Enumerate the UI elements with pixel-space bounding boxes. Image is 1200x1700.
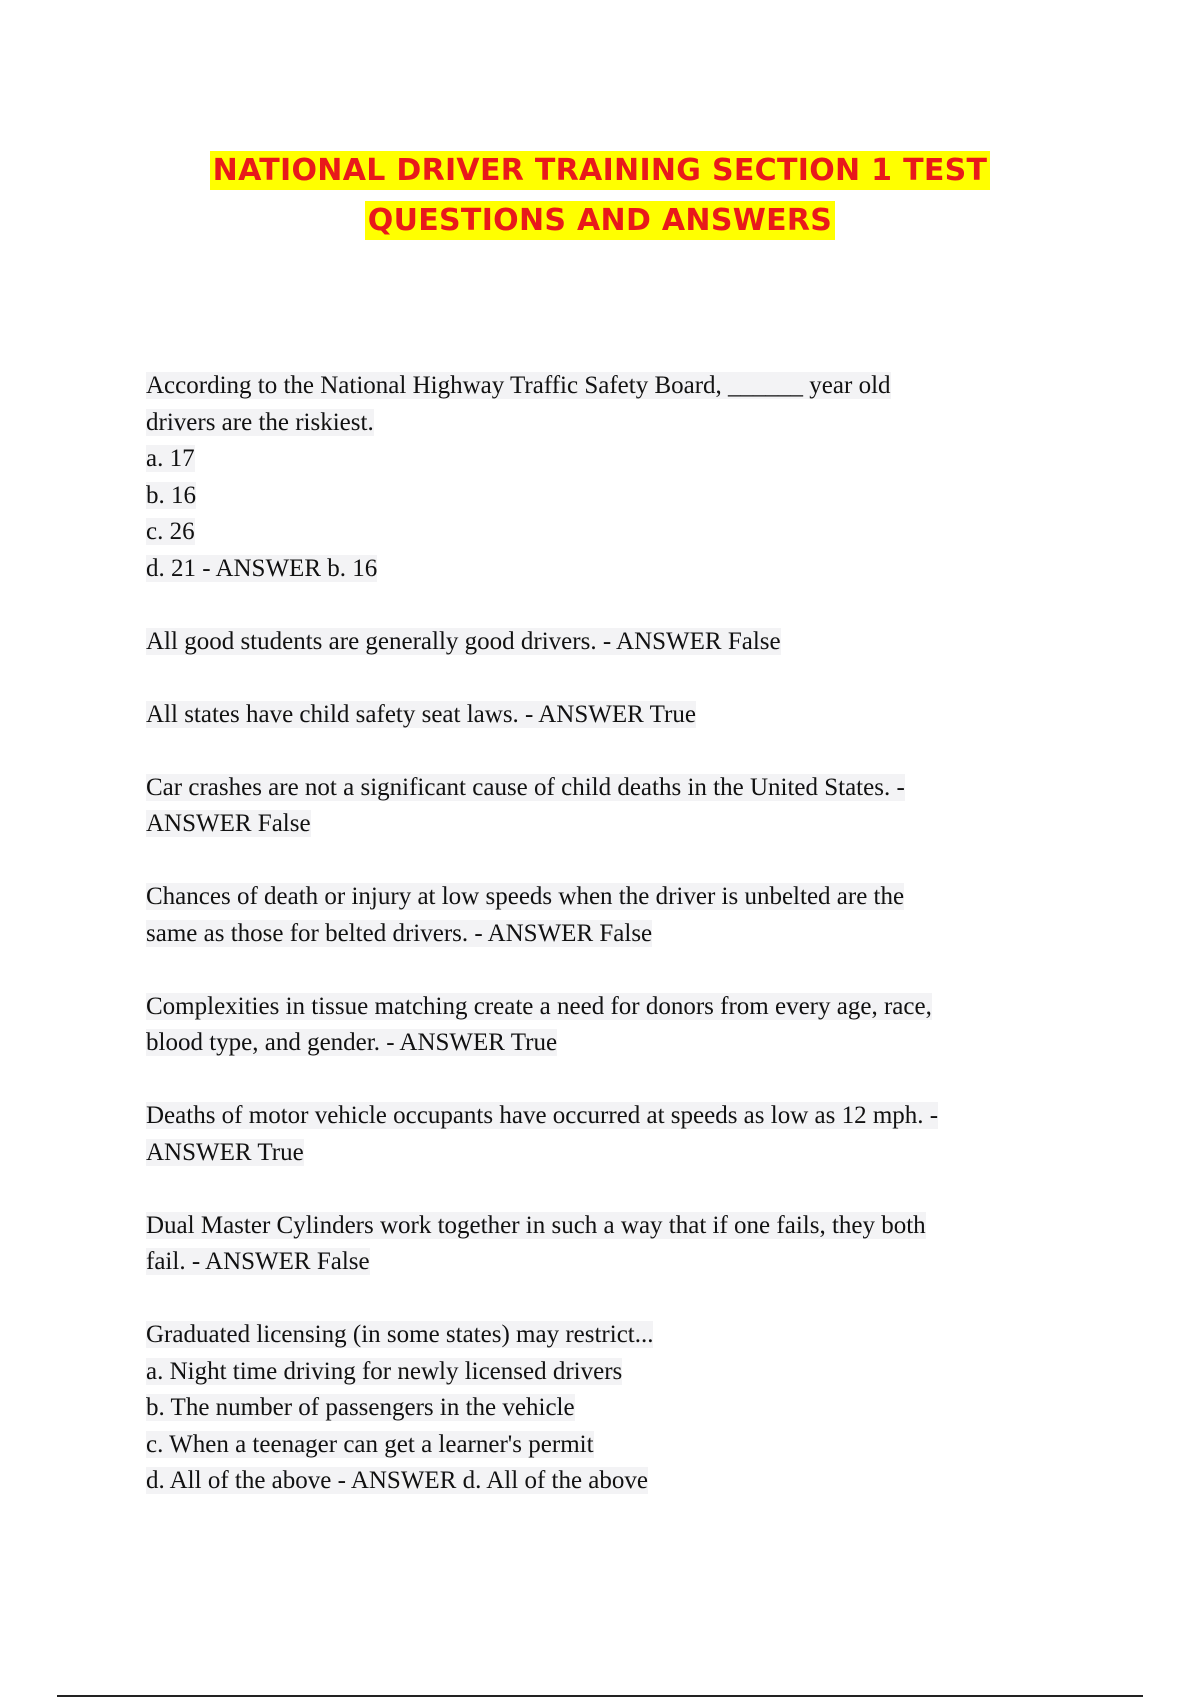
qa-option: c. When a teenager can get a learner's permit [146,1430,594,1458]
qa-line: All states have child safety seat laws. - ANSWER True [146,700,696,728]
qa-line: Dual Master Cylinders work together in such a way that if one fails, they both [146,1211,926,1239]
qa-line: All good students are generally good drivers. - ANSWER False [146,627,781,655]
qa-line: fail. - ANSWER False [146,1248,370,1275]
qa-item-4 [146,770,1066,843]
qa-line: drivers are the riskiest. [146,408,374,436]
qa-option: b. 16 [146,481,196,509]
qa-item-8 [146,1208,1066,1281]
qa-option-answer: d. All of the above - ANSWER d. All of the above [146,1467,649,1494]
qa-option-answer: d. 21 - ANSWER b. 16 [146,554,378,582]
qa-item-2 [146,624,1066,661]
qa-option: a. 17 [146,445,195,472]
qa-line: Deaths of motor vehicle occupants have occurred at speeds as low as 12 mph. - [146,1102,939,1129]
qa-line: ANSWER True [146,1138,304,1166]
qa-line: same as those for belted drivers. - ANSWER False [146,919,653,947]
title-line-1: NATIONAL DRIVER TRAINING SECTION 1 TEST [210,151,991,190]
qa-item-9 [146,1317,1066,1500]
qa-line: ANSWER False [146,810,311,837]
qa-item-6 [146,989,1066,1062]
qa-option: c. 26 [146,518,195,545]
qa-option: b. The number of passengers in the vehicle [146,1394,575,1421]
qa-option: a. Night time driving for newly licensed drivers [146,1357,623,1385]
title-line-2: QUESTIONS AND ANSWERS [365,201,835,240]
footer-divider [57,1695,1143,1697]
qa-list [146,368,1066,1536]
qa-line: Chances of death or injury at low speeds when the driver is unbelted are the [146,883,905,910]
document-title [0,146,1200,246]
qa-item-1 [146,368,1066,587]
qa-item-5 [146,879,1066,952]
qa-line: According to the National Highway Traffic Safety Board, ______ year old [146,372,891,399]
qa-line: Complexities in tissue matching create a need for donors from every age, race, [146,992,932,1020]
qa-item-3 [146,697,1066,734]
qa-line: Car crashes are not a significant cause of child deaths in the United States. - [146,773,905,801]
qa-line: blood type, and gender. - ANSWER True [146,1029,558,1056]
qa-line: Graduated licensing (in some states) may restrict... [146,1321,654,1348]
qa-item-7 [146,1098,1066,1171]
